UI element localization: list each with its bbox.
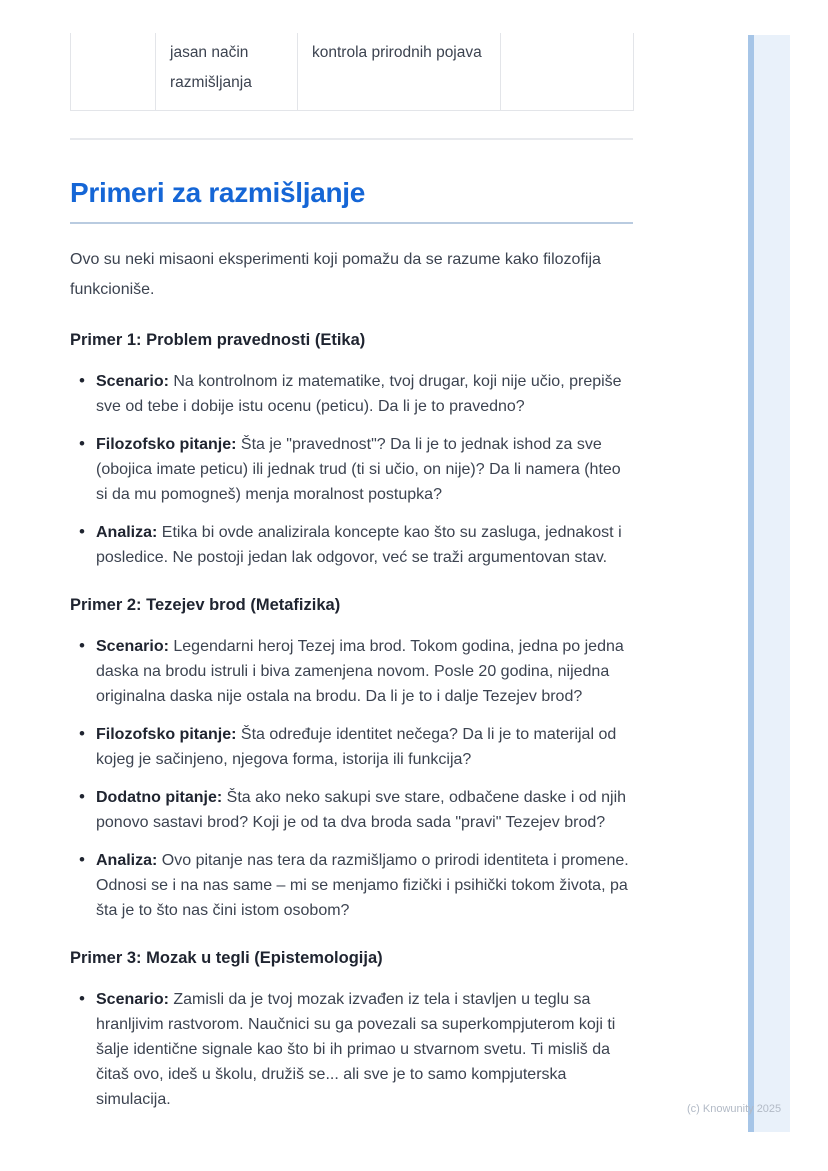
table-row	[71, 33, 634, 111]
bullet-label: Filozofsko pitanje:	[96, 726, 237, 743]
table-cell: jasan način razmišljanja	[156, 33, 298, 111]
list-item	[70, 634, 633, 709]
table-cell	[71, 33, 156, 111]
scroll-indicator[interactable]	[748, 35, 790, 1132]
bullet-text: Etika bi ovde analizirala koncepte kao što su zasluga, jednakost i posledice. Ne postoji jedan lak odgovor, već se traži argumentovan stav.	[96, 524, 622, 566]
bullet-label: Scenario:	[96, 373, 169, 390]
section-title: Primer 1: Problem pravednosti (Etika)	[70, 331, 366, 349]
document-page	[70, 0, 633, 1136]
bullet-label: Scenario:	[96, 991, 169, 1008]
bullet-label: Filozofsko pitanje:	[96, 436, 237, 453]
page-title: Primeri za razmišljanje	[70, 176, 633, 224]
watermark: (c) Knowunity 2025	[687, 1103, 782, 1115]
bullet-text: Šta ako neko sakupi sve stare, odbačene daske i od njih ponovo sastavi brod? Koji je od ta dva broda sada "pravi" Tezejev brod?	[96, 789, 627, 831]
bullet-text: Legendarni heroj Tezej ima brod. Tokom godina, jedna po jedna daska na brodu istruli i biva zamenjena novom. Posle 20 godina, nijedna originalna daska nije ostala na brodu. Da li je to i dalje Tezejev brod?	[96, 638, 624, 705]
bullet-text: Zamisli da je tvoj mozak izvađen iz tela i stavljen u teglu sa hranljivim rastvorom. Naučnici su ga povezali sa superkompjuterom koji ti šalje identične signale kao što bi ih primao u stvarnom svetu. Ti misliš da čitaš ovo, ideš u školu, družiš se... ali sve je to samo kompjuterska simulacija.	[96, 991, 616, 1108]
bullet-label: Analiza:	[96, 524, 158, 541]
list-item	[70, 432, 633, 507]
list-item	[70, 785, 633, 835]
section-primer-3	[70, 947, 633, 1112]
bullet-label: Scenario:	[96, 638, 169, 655]
table-fragment	[70, 33, 634, 111]
list-item	[70, 369, 633, 419]
list-item	[70, 722, 633, 772]
bullet-label: Analiza:	[96, 852, 158, 869]
intro-paragraph: Ovo su neki misaoni eksperimenti koji pomažu da se razume kako filozofija funkcioniše.	[70, 251, 601, 298]
list-item	[70, 848, 633, 923]
bullet-list	[70, 369, 633, 570]
list-item	[70, 520, 633, 570]
list-item	[70, 987, 633, 1112]
bullet-text: Ovo pitanje nas tera da razmišljamo o prirodi identiteta i promene. Odnosi se i na nas same – mi se menjamo fizički i psihički tokom života, pa šta je to što nas čini istom osobom?	[96, 852, 629, 919]
bullet-list	[70, 634, 633, 923]
bullet-text: Šta određuje identitet nečega? Da li je to materijal od kojeg je sačinjeno, njegova forma, istorija ili funkcija?	[96, 726, 617, 768]
section-primer-2	[70, 594, 633, 923]
section-primer-1	[70, 329, 633, 570]
section-title: Primer 2: Tezejev brod (Metafizika)	[70, 596, 341, 614]
table-cell: kontrola prirodnih pojava	[298, 33, 501, 111]
bullet-text: Šta je "pravednost"? Da li je to jednak ishod za sve (obojica imate peticu) ili jednak trud (ti si učio, on nije)? Da li namera (hteo si da mu pomogneš) menja moralnost postupka?	[96, 436, 621, 503]
section-title: Primer 3: Mozak u tegli (Epistemologija)	[70, 949, 383, 967]
bullet-list	[70, 987, 633, 1112]
table-cell	[501, 33, 634, 111]
bullet-text: Na kontrolnom iz matematike, tvoj drugar, koji nije učio, prepiše sve od tebe i dobije istu ocenu (peticu). Da li je to pravedno?	[96, 373, 622, 415]
section-divider	[70, 138, 633, 140]
bullet-label: Dodatno pitanje:	[96, 789, 223, 806]
